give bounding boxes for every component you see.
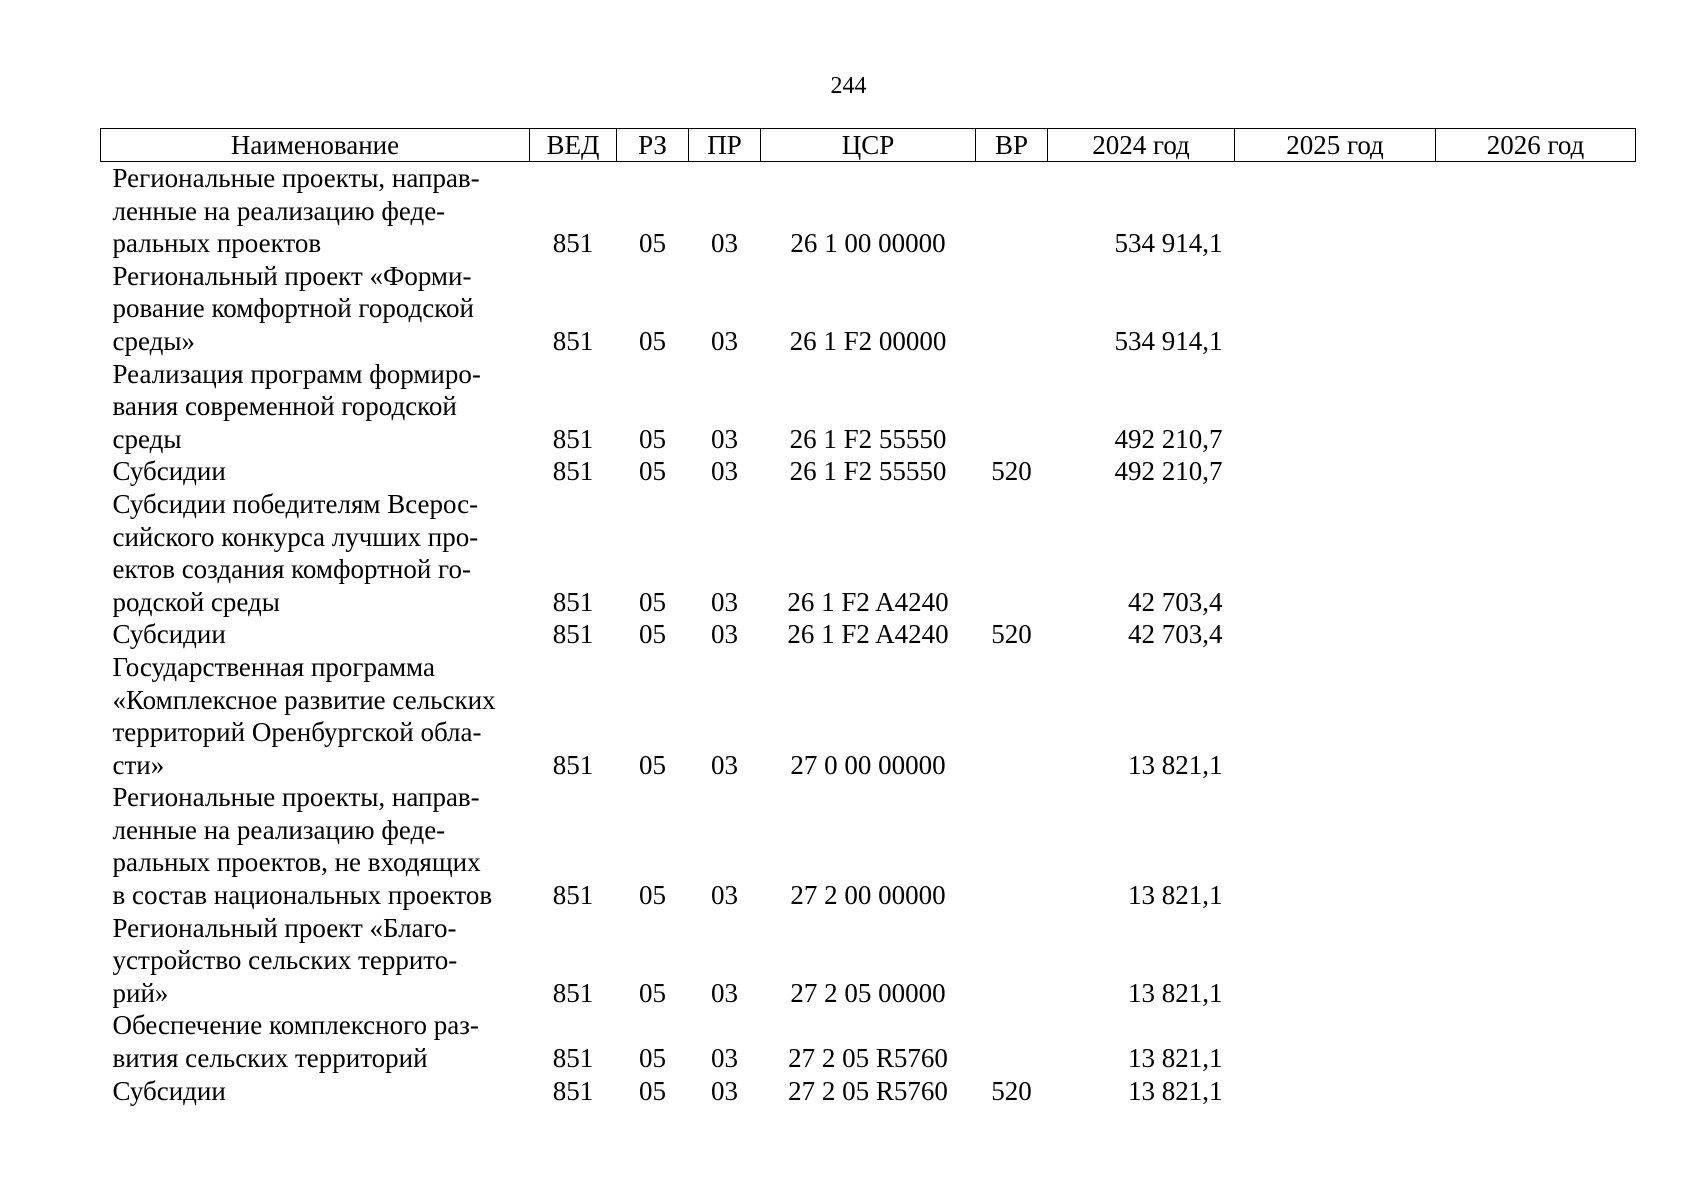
- cell-ved: 851: [552, 880, 594, 911]
- cell-2026: [1436, 488, 1636, 618]
- cell-name: Субсидии победителям Всерос- сийского конкурса лучших про- ектов создания комфортной го- родской среды: [112, 488, 479, 617]
- header-2026: 2026 год: [1436, 129, 1636, 162]
- cell-2024: 13 821,1: [1128, 977, 1223, 1008]
- cell-2024: 534 914,1: [1114, 228, 1223, 259]
- header-name: Наименование: [101, 129, 530, 162]
- cell-name: Реализация программ формиро- вания современной городской среды: [112, 358, 481, 454]
- cell-rz: 05: [639, 1043, 666, 1074]
- cell-vr: [976, 912, 1048, 1010]
- cell-pr: 03: [711, 423, 738, 454]
- cell-2025: [1235, 618, 1436, 651]
- cell-2024: 13 821,1: [1128, 880, 1223, 911]
- cell-csr: 26 1 F2 55550: [789, 456, 947, 487]
- table-row: [101, 651, 1636, 781]
- cell-ved: 851: [552, 228, 594, 259]
- table-row: [101, 488, 1636, 618]
- cell-2025: [1235, 912, 1436, 1010]
- header-ved: ВЕД: [530, 129, 617, 162]
- cell-pr: 03: [711, 1075, 738, 1106]
- budget-table: [100, 128, 1636, 1107]
- cell-2026: [1436, 455, 1636, 488]
- cell-csr: 26 1 00 00000: [790, 228, 946, 259]
- page-number: 244: [830, 73, 867, 99]
- cell-pr: 03: [711, 749, 738, 780]
- cell-csr: 27 0 00 00000: [790, 749, 946, 780]
- cell-vr: [976, 260, 1048, 358]
- cell-vr: 520: [991, 1075, 1032, 1106]
- cell-ved: 851: [552, 749, 594, 780]
- cell-vr: [976, 651, 1048, 781]
- cell-csr: 26 1 F2 55550: [789, 423, 947, 454]
- cell-2026: [1436, 618, 1636, 651]
- header-row: [101, 129, 1636, 162]
- cell-ved: 851: [552, 619, 594, 650]
- cell-2026: [1436, 358, 1636, 456]
- cell-csr: 27 2 05 R5760: [788, 1043, 948, 1074]
- cell-2026: [1436, 651, 1636, 781]
- cell-vr: [976, 1009, 1048, 1074]
- cell-name: Субсидии: [112, 619, 226, 650]
- cell-rz: 05: [639, 1075, 666, 1106]
- cell-rz: 05: [639, 456, 666, 487]
- cell-ved: 851: [552, 456, 594, 487]
- cell-rz: 05: [639, 977, 666, 1008]
- cell-2026: [1436, 1075, 1636, 1108]
- cell-name: Обеспечение комплексного раз- вития сельских территорий: [112, 1010, 479, 1074]
- cell-2025: [1235, 162, 1436, 260]
- cell-2025: [1235, 488, 1436, 618]
- cell-2025: [1235, 358, 1436, 456]
- table-row: [101, 162, 1636, 260]
- cell-ved: 851: [552, 325, 594, 356]
- table-row: [101, 781, 1636, 911]
- cell-pr: 03: [711, 619, 738, 650]
- cell-2025: [1235, 781, 1436, 911]
- cell-2024: 13 821,1: [1128, 1043, 1223, 1074]
- cell-2024: 42 703,4: [1128, 586, 1223, 617]
- cell-vr: 520: [991, 456, 1032, 487]
- cell-2024: 42 703,4: [1128, 619, 1223, 650]
- cell-rz: 05: [639, 423, 666, 454]
- cell-ved: 851: [552, 423, 594, 454]
- cell-rz: 05: [639, 619, 666, 650]
- table-row: [101, 358, 1636, 456]
- cell-ved: 851: [552, 977, 594, 1008]
- cell-name: Региональные проекты, направ- ленные на реализацию феде- ральных проектов, не входящих в состав национальных проектов: [112, 782, 493, 911]
- cell-csr: 27 2 05 00000: [790, 977, 946, 1008]
- table-row: [101, 618, 1636, 651]
- header-2025: 2025 год: [1235, 129, 1436, 162]
- header-rz: РЗ: [617, 129, 689, 162]
- cell-2025: [1235, 455, 1436, 488]
- cell-2025: [1235, 1009, 1436, 1074]
- table-header: [101, 129, 1636, 162]
- header-pr: ПР: [689, 129, 761, 162]
- cell-csr: 26 1 F2 A4240: [787, 619, 949, 650]
- cell-2026: [1436, 781, 1636, 911]
- cell-rz: 05: [639, 325, 666, 356]
- cell-2024: 492 210,7: [1114, 456, 1223, 487]
- cell-name: Субсидии: [112, 456, 226, 487]
- cell-vr: [976, 781, 1048, 911]
- cell-2024: 492 210,7: [1114, 423, 1223, 454]
- cell-pr: 03: [711, 977, 738, 1008]
- cell-2025: [1235, 1075, 1436, 1108]
- table-row: [101, 455, 1636, 488]
- cell-name: Региональные проекты, направ- ленные на реализацию феде- ральных проектов: [112, 163, 480, 259]
- cell-2025: [1235, 651, 1436, 781]
- header-csr: ЦСР: [761, 129, 976, 162]
- table-row: [101, 912, 1636, 1010]
- cell-pr: 03: [711, 1043, 738, 1074]
- cell-2024: 13 821,1: [1128, 749, 1223, 780]
- cell-name: Государственная программа «Комплексное развитие сельских территорий Оренбургской обла- сти»: [112, 651, 496, 780]
- cell-2025: [1235, 260, 1436, 358]
- cell-csr: 27 2 05 R5760: [788, 1075, 948, 1106]
- cell-name: Региональный проект «Форми- рование комфортной городской среды»: [112, 260, 474, 356]
- header-2024: 2024 год: [1048, 129, 1235, 162]
- table-row: [101, 1075, 1636, 1108]
- cell-name: Региональный проект «Благо- устройство сельских террито- рий»: [112, 912, 458, 1008]
- cell-vr: [976, 358, 1048, 456]
- cell-csr: 26 1 F2 A4240: [787, 586, 949, 617]
- cell-pr: 03: [711, 456, 738, 487]
- cell-csr: 26 1 F2 00000: [789, 325, 947, 356]
- cell-vr: 520: [991, 619, 1032, 650]
- cell-pr: 03: [711, 586, 738, 617]
- cell-pr: 03: [711, 325, 738, 356]
- header-vr: ВР: [976, 129, 1048, 162]
- cell-vr: [976, 488, 1048, 618]
- cell-rz: 05: [639, 880, 666, 911]
- cell-2026: [1436, 260, 1636, 358]
- cell-2026: [1436, 912, 1636, 1010]
- cell-ved: 851: [552, 1043, 594, 1074]
- cell-rz: 05: [639, 586, 666, 617]
- cell-rz: 05: [639, 228, 666, 259]
- cell-rz: 05: [639, 749, 666, 780]
- table-body: [101, 162, 1636, 1108]
- table-row: [101, 260, 1636, 358]
- cell-ved: 851: [552, 1075, 594, 1106]
- cell-2026: [1436, 1009, 1636, 1074]
- cell-ved: 851: [552, 586, 594, 617]
- cell-csr: 27 2 00 00000: [790, 880, 946, 911]
- cell-2026: [1436, 162, 1636, 260]
- cell-name: Субсидии: [112, 1075, 226, 1106]
- cell-vr: [976, 162, 1048, 260]
- table-row: [101, 1009, 1636, 1074]
- cell-2024: 13 821,1: [1128, 1075, 1223, 1106]
- cell-2024: 534 914,1: [1114, 325, 1223, 356]
- cell-pr: 03: [711, 228, 738, 259]
- cell-pr: 03: [711, 880, 738, 911]
